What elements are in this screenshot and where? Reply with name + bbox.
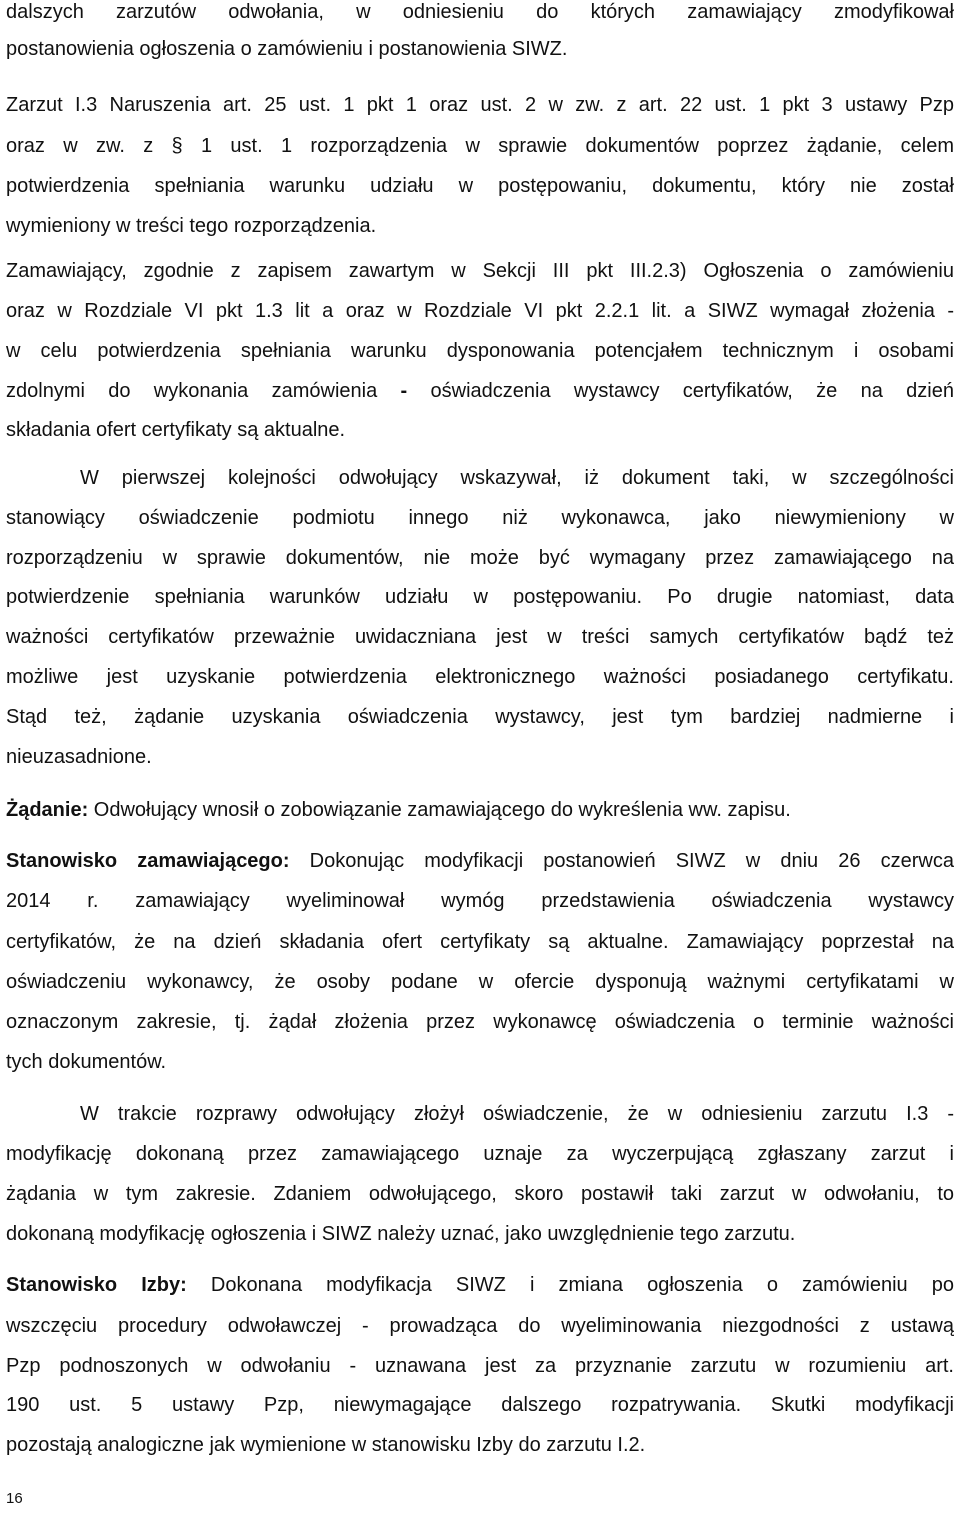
section-label: Stanowisko Izby:	[6, 1274, 187, 1296]
paragraph-line: ważności certyfikatów przeważnie uwidaczniana jest w treści samych certyfikatów bądź też	[6, 626, 954, 648]
paragraph-line: oświadczeniu wykonawcy, że osoby podane w ofercie dysponują ważnymi certyfikatami w	[6, 971, 954, 993]
paragraph-line: 2014 r. zamawiający wyeliminował wymóg przedstawienia oświadczenia wystawcy	[6, 890, 954, 912]
paragraph-line	[6, 795, 954, 825]
paragraph-line	[6, 846, 954, 876]
paragraph-line: Zamawiający, zgodnie z zapisem zawartym w Sekcji III pkt III.2.3) Ogłoszenia o zamówieniu	[6, 260, 954, 282]
paragraph-line: dokonaną modyfikację ogłoszenia i SIWZ należy uznać, jako uwzględnienie tego zarzutu.	[6, 1223, 796, 1245]
paragraph-line: nieuzasadnione.	[6, 746, 152, 768]
paragraph-line: 190 ust. 5 ustawy Pzp, niewymagające dalszego rozpatrywania. Skutki modyfikacji	[6, 1394, 954, 1416]
paragraph-line: stanowiący oświadczenie podmiotu innego niż wykonawca, jako niewymieniony w	[6, 507, 954, 529]
bold-dash: -	[400, 380, 408, 402]
paragraph-line: postanowienia ogłoszenia o zamówieniu i postanowienia SIWZ.	[6, 38, 568, 60]
page-number: 16	[6, 1490, 23, 1507]
text-run: oświadczenia wystawcy certyfikatów, że na dzień	[407, 380, 954, 402]
section-label: Stanowisko zamawiającego:	[6, 850, 290, 872]
paragraph-line: oraz w Rozdziale VI pkt 1.3 lit a oraz w Rozdziale VI pkt 2.2.1 lit. a SIWZ wymagał złożenia -	[6, 300, 954, 322]
paragraph-line: oraz w zw. z § 1 ust. 1 rozporządzenia w sprawie dokumentów poprzez żądanie, celem	[6, 135, 954, 157]
paragraph-line: wszczęciu procedury odwoławczej - prowadząca do wyeliminowania niezgodności z ustawą	[6, 1315, 954, 1337]
paragraph-line: potwierdzenie spełniania warunków udziału w postępowaniu. Po drugie natomiast, data	[6, 586, 954, 608]
paragraph-line: oznaczonym zakresie, tj. żądał złożenia przez wykonawcę oświadczenia o terminie ważności	[6, 1011, 954, 1033]
paragraph-line: rozporządzeniu w sprawie dokumentów, nie może być wymagany przez zamawiającego na	[6, 547, 954, 569]
text-run: zdolnymi do wykonania zamówienia	[6, 380, 401, 402]
paragraph-line	[6, 1270, 954, 1300]
paragraph-line: W trakcie rozprawy odwołujący złożył oświadczenie, że w odniesieniu zarzutu I.3 -	[80, 1103, 954, 1125]
paragraph-line: możliwe jest uzyskanie potwierdzenia elektronicznego ważności posiadanego certyfikatu.	[6, 666, 954, 688]
paragraph-line: składania ofert certyfikaty są aktualne.	[6, 419, 346, 441]
paragraph-line: potwierdzenia spełniania warunku udziału w postępowaniu, dokumentu, który nie został	[6, 175, 954, 197]
paragraph-line: Zarzut I.3 Naruszenia art. 25 ust. 1 pkt 1 oraz ust. 2 w zw. z art. 22 ust. 1 pkt 3 ustawy Pzp	[6, 94, 954, 116]
text-run: Odwołujący wnosił o zobowiązanie zamawiającego do wykreślenia ww. zapisu.	[88, 799, 791, 821]
paragraph-line: Stąd też, żądanie uzyskania oświadczenia wystawcy, jest tym bardziej nadmierne i	[6, 706, 954, 728]
section-label: Żądanie:	[6, 799, 89, 821]
text-run: Dokonując modyfikacji postanowień SIWZ w dniu 26 czerwca	[289, 850, 954, 872]
paragraph-line: Pzp podnoszonych w odwołaniu - uznawana jest za przyznanie zarzutu w rozumieniu art.	[6, 1355, 954, 1377]
paragraph-line: W pierwszej kolejności odwołujący wskazywał, iż dokument taki, w szczególności	[80, 467, 954, 489]
paragraph-line: w celu potwierdzenia spełniania warunku dysponowania potencjałem technicznym i osobami	[6, 340, 954, 362]
paragraph-line: certyfikatów, że na dzień składania ofert certyfikaty są aktualne. Zamawiający poprzestał na	[6, 931, 954, 953]
paragraph-line: pozostają analogiczne jak wymienione w stanowisku Izby do zarzutu I.2.	[6, 1434, 646, 1456]
paragraph-line: żądania w tym zakresie. Zdaniem odwołującego, skoro postawił taki zarzut w odwołaniu, to	[6, 1183, 954, 1205]
paragraph-line	[6, 376, 954, 406]
paragraph-line: tych dokumentów.	[6, 1051, 167, 1073]
paragraph-line: wymieniony w treści tego rozporządzenia.	[6, 215, 377, 237]
paragraph-line: dalszych zarzutów odwołania, w odniesieniu do których zamawiający zmodyfikował	[6, 1, 954, 23]
text-run: Dokonana modyfikacja SIWZ i zmiana ogłoszenia o zamówieniu po	[186, 1274, 954, 1296]
paragraph-line: modyfikację dokonaną przez zamawiającego uznaje za wyczerpującą zgłaszany zarzut i	[6, 1143, 954, 1165]
